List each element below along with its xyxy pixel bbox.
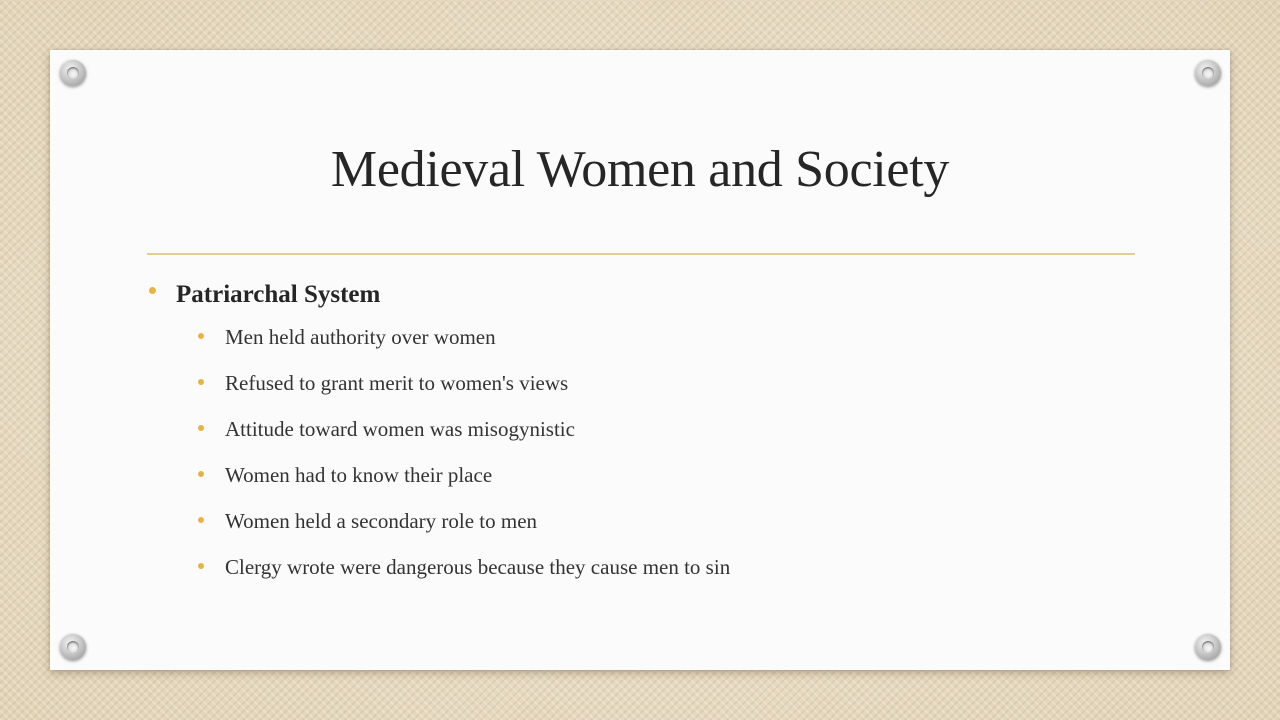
list-item-text: Women had to know their place <box>225 463 493 487</box>
bullet-dot-icon <box>198 517 204 523</box>
bullet-dot-icon <box>198 563 204 569</box>
sub-bullet-list <box>148 325 1128 601</box>
bullet-dot-icon <box>198 379 204 385</box>
bullet-dot-icon <box>198 471 204 477</box>
grommet-icon <box>60 634 86 660</box>
list-item-text: Refused to grant merit to women's views <box>225 371 569 395</box>
list-item <box>148 371 1128 417</box>
bullet-heading <box>148 277 1128 313</box>
list-item-text: Women held a secondary role to men <box>225 509 538 533</box>
list-item <box>148 463 1128 509</box>
title-divider <box>147 253 1135 255</box>
slide-content <box>148 277 1128 601</box>
grommet-icon <box>60 60 86 86</box>
list-item-text: Attitude toward women was misogynistic <box>225 417 575 441</box>
grommet-icon <box>1195 634 1221 660</box>
list-item <box>148 417 1128 463</box>
bullet-dot-icon <box>198 425 204 431</box>
bullet-heading-text: Patriarchal System <box>176 281 381 308</box>
list-item-text: Clergy wrote were dangerous because they cause men to sin <box>225 555 731 579</box>
grommet-icon <box>1195 60 1221 86</box>
list-item <box>148 325 1128 371</box>
list-item <box>148 555 1128 601</box>
slide-title: Medieval Women and Society <box>330 141 950 198</box>
list-item <box>148 509 1128 555</box>
bullet-dot-icon <box>149 287 156 294</box>
bullet-dot-icon <box>198 333 204 339</box>
list-item-text: Men held authority over women <box>225 325 496 349</box>
